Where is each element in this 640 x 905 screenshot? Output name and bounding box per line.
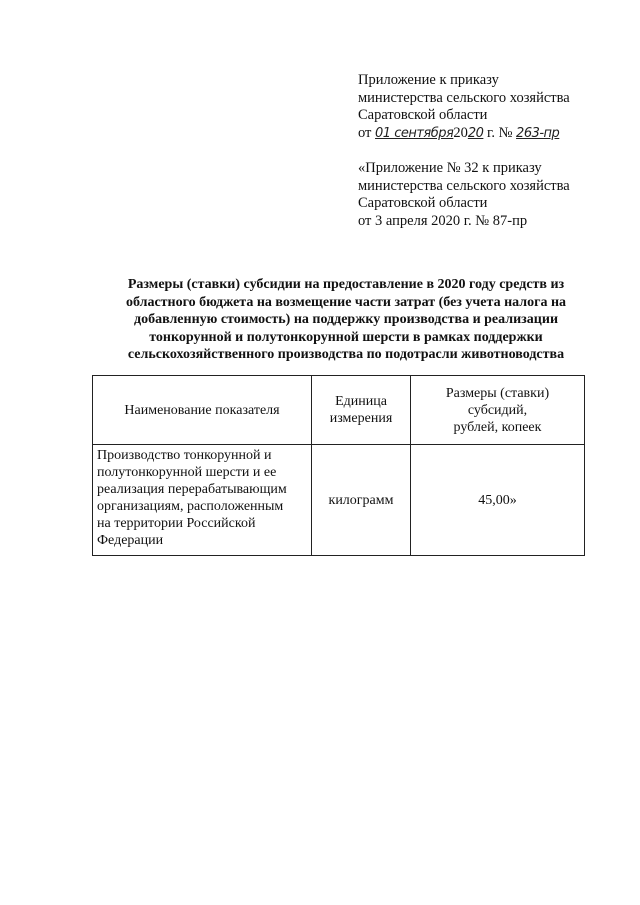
header-indicator: Наименование показателя [93,376,312,445]
appendix-line: Приложение к приказу [358,72,499,88]
title-line: тонкорунной и полутонкорунной шерсти в рамках поддержки [149,329,543,345]
indicator-line: Федерации [97,533,164,548]
cell-indicator [93,445,312,556]
header-rate [411,376,585,445]
handwritten-date: 01 сентября [375,125,454,141]
date-prefix: от [358,124,372,141]
appendix-line: министерства сельского хозяйства [358,177,570,194]
appendix-line: Саратовской области [358,195,488,211]
header-rate-line: Размеры (ставки) [445,385,550,401]
appendix-line: «Приложение № 32 к приказу [358,160,542,176]
subsidy-rates-table [92,375,585,556]
title-line: добавленную стоимость) на поддержку производства и реализации [133,312,559,327]
title-line: сельскохозяйственного производства по подотрасли животноводства [127,347,565,362]
appendix-line: от 3 апреля 2020 г. № 87-пр [358,212,528,229]
cell-unit: килограмм [312,445,411,556]
title-line: Размеры (ставки) субсидии на предоставление в 2020 году средств из [127,277,565,292]
appendix-date-line [358,125,570,143]
header-unit [312,376,411,445]
header-unit-line: Единица [335,394,387,409]
header-unit-line: измерения [329,411,393,426]
year-prefix: 20 [453,124,468,141]
header-rate-line: субсидий, [467,402,528,418]
indicator-line: полутонкорунной шерсти и ее [97,465,277,480]
indicator-line: реализация перерабатывающим [97,482,287,497]
appendix-current-order [358,72,570,142]
indicator-line: организациям, расположенным [97,499,284,514]
table-row [93,445,585,556]
title-line: областного бюджета на возмещение части затрат (без учета налога на [125,294,567,310]
document-title [96,276,596,364]
indicator-line: Производство тонкорунной и [97,448,272,463]
handwritten-year: 20 [467,125,484,141]
appendix-line: министерства сельского хозяйства [358,89,570,106]
indicator-line: на территории Российской [97,516,256,531]
handwritten-order-number: 263-пр [516,125,560,141]
appendix-original-order [358,160,570,230]
cell-rate: 45,00» [411,445,585,556]
number-label: г. № [487,124,513,141]
appendix-line: Саратовской области [358,107,488,123]
table-header-row [93,376,585,445]
header-rate-line: рублей, копеек [453,419,542,435]
